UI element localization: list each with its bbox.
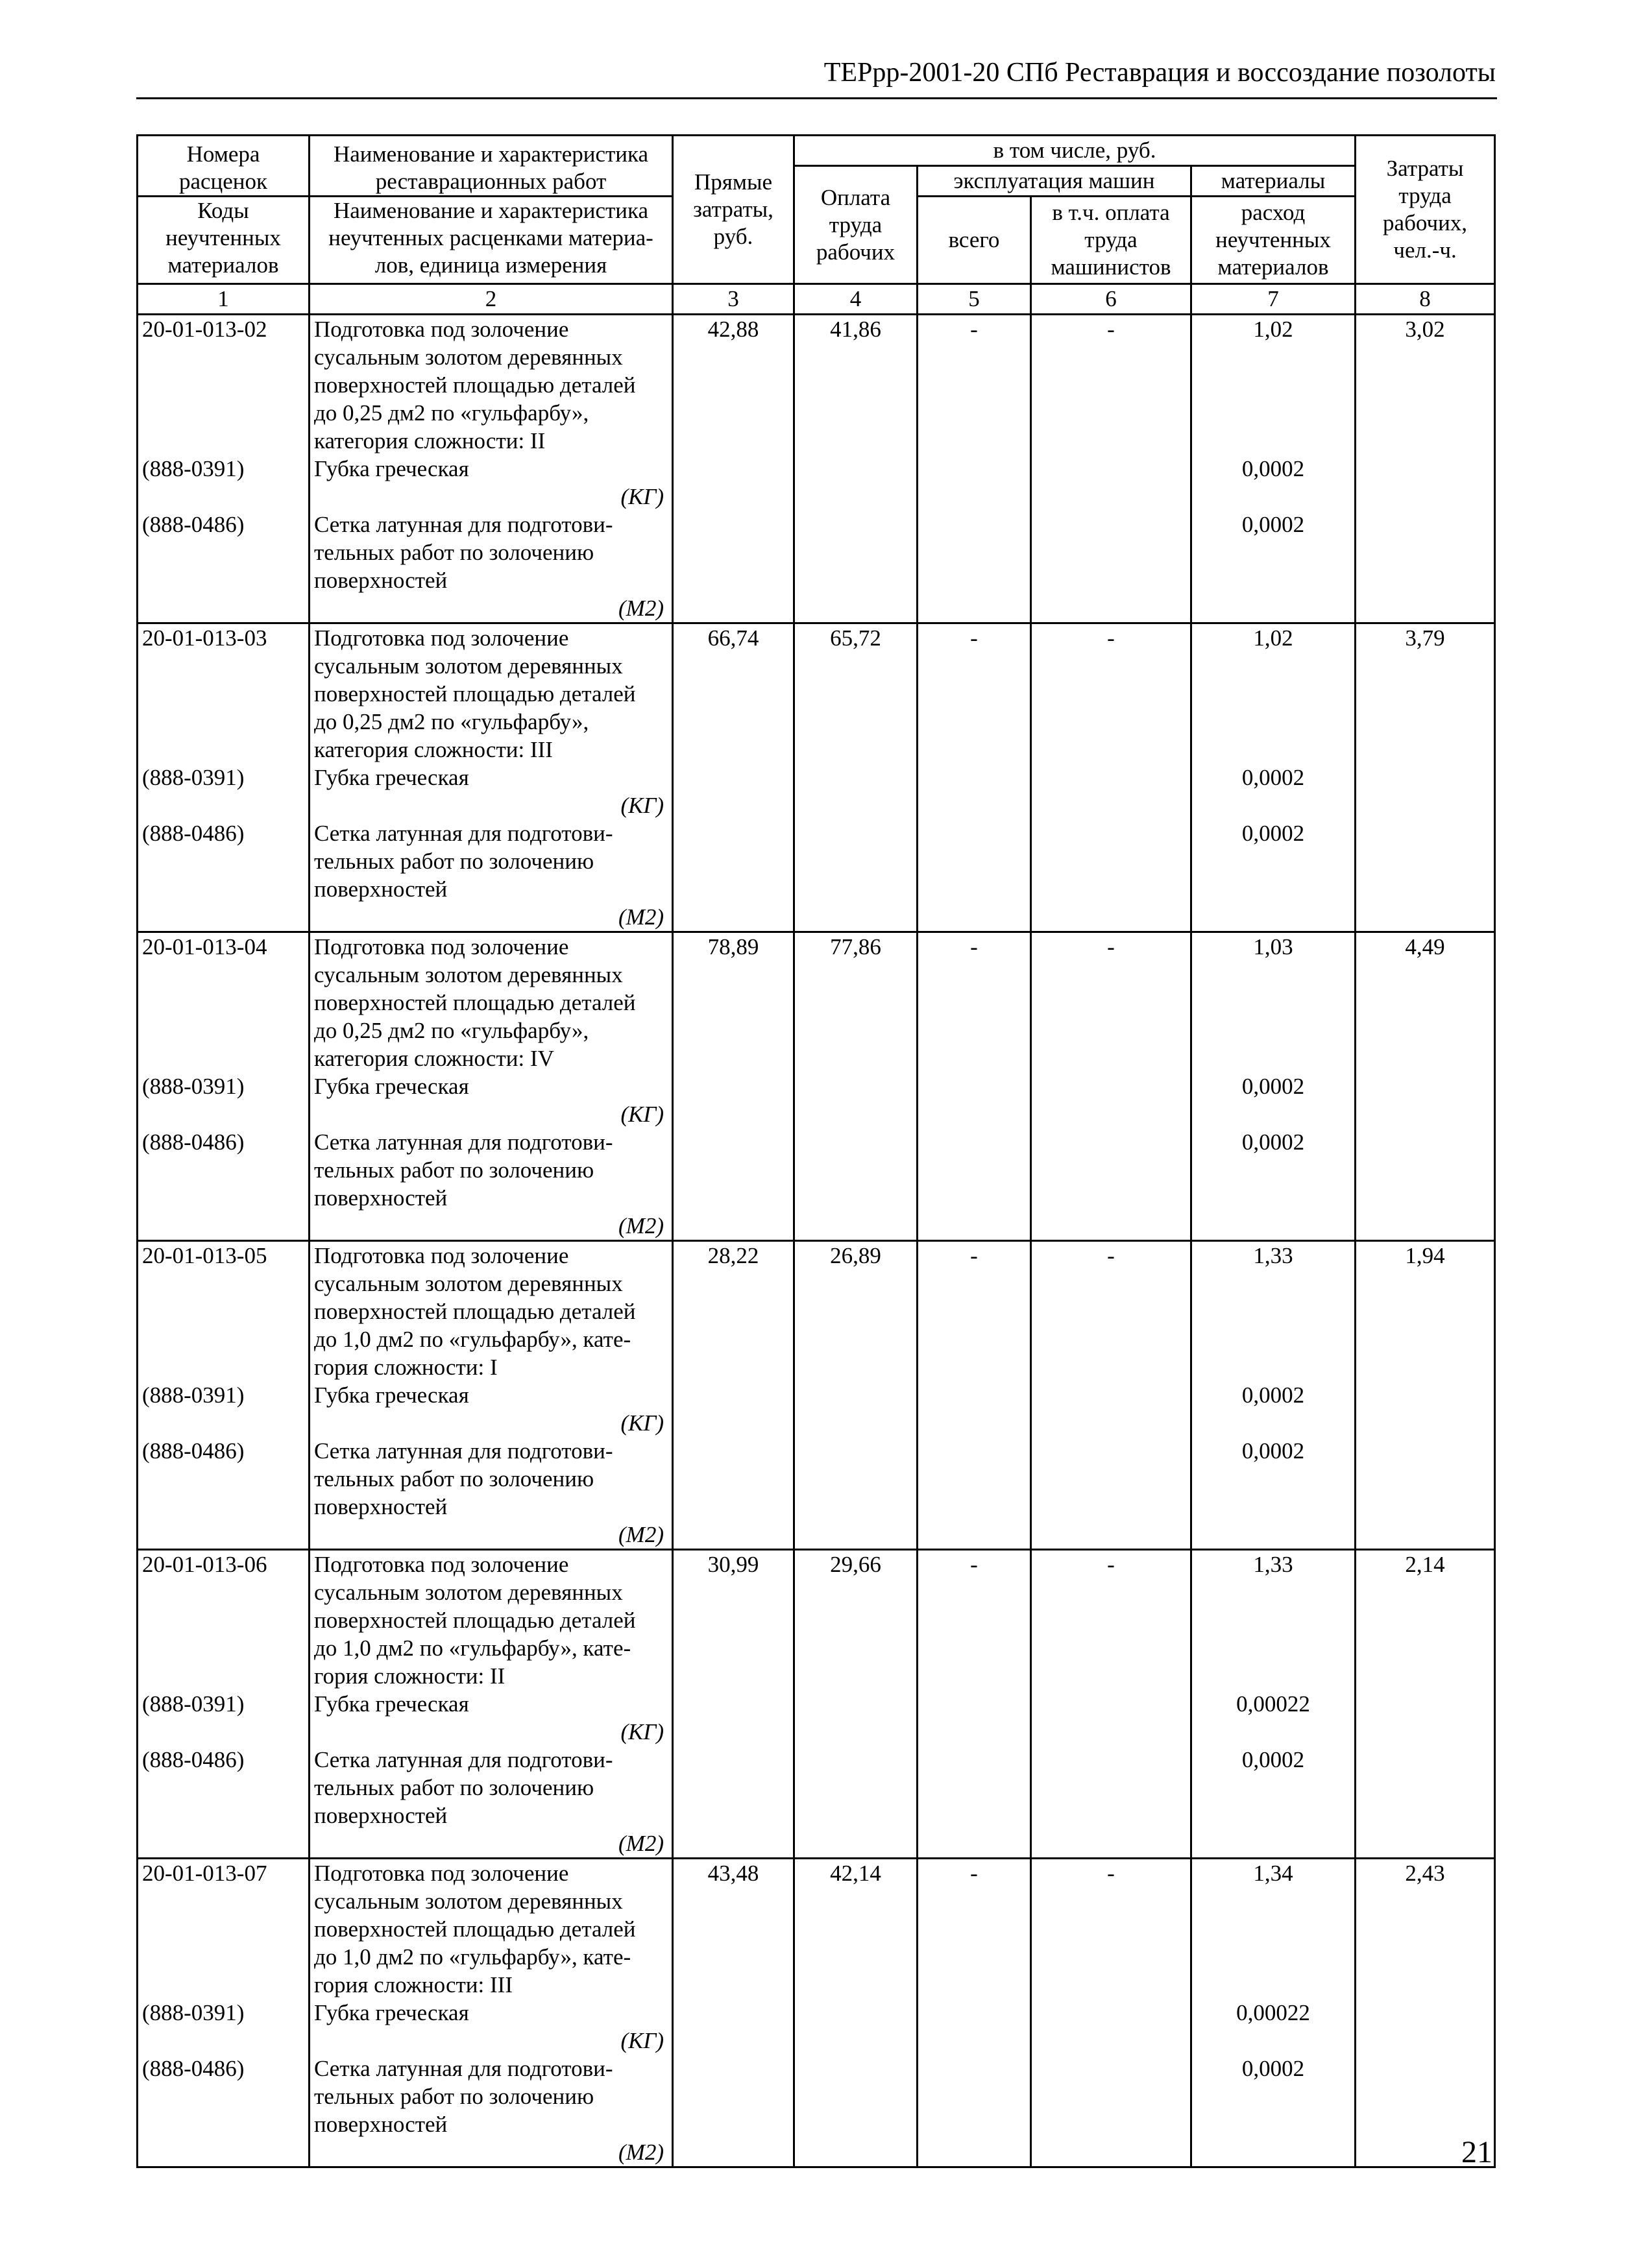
head-machine-group: эксплуатация машин (918, 166, 1191, 197)
material-code: (888-0486) (142, 512, 245, 537)
spacer (1196, 1943, 1350, 1971)
spacer (1196, 708, 1350, 736)
material-name: Губка греческая (314, 1382, 469, 1408)
material-qty: 0,0002 (1241, 1382, 1305, 1408)
head-text: неучтенных (1215, 227, 1331, 252)
spacer (1196, 1971, 1350, 1999)
spacer (142, 371, 304, 399)
material-code: (888-0391) (142, 765, 245, 790)
material-code: (888-0486) (142, 821, 245, 846)
spacer (1196, 680, 1350, 708)
table-row (138, 1550, 1495, 1859)
material-name: Губка греческая (314, 2000, 469, 2025)
material-code: (888-0391) (142, 456, 245, 481)
work-name-line: до 0,25 дм2 по «гульфарбу», (314, 1018, 589, 1043)
head-text: Оплата (820, 184, 891, 210)
header-rule (136, 97, 1497, 99)
machine-total: - (918, 1859, 1031, 2167)
material-name-line: Сетка латунная для подготови- (314, 2056, 613, 2081)
head-text: Прямые (694, 169, 773, 195)
work-name-line: поверхностей площадью деталей (314, 990, 636, 1015)
table-row (138, 932, 1495, 1241)
spacer-last-name-line (142, 427, 304, 455)
head-text: затраты, (693, 197, 773, 222)
labor-cost: 3,79 (1356, 623, 1495, 932)
rate-code-cell (138, 1241, 310, 1550)
machine-labor: - (1031, 1859, 1191, 2167)
material-name-line: поверхностей (314, 1494, 448, 1519)
work-name-cell (310, 1550, 673, 1859)
material-name-line: Сетка латунная для подготови- (314, 1438, 613, 1464)
spacer (142, 1578, 304, 1606)
material-qty: 0,0002 (1241, 1747, 1305, 1772)
spacer (142, 791, 304, 819)
column-number: 1 (138, 284, 310, 315)
spacer (1196, 2027, 1350, 2055)
direct-costs: 42,88 (673, 315, 794, 623)
spacer (1196, 427, 1350, 455)
work-name-line: поверхностей площадью деталей (314, 1608, 636, 1633)
spacer (1196, 1017, 1350, 1044)
spacer-last-name-line (142, 1971, 304, 1999)
machine-total: - (918, 1241, 1031, 1550)
spacer (1196, 1718, 1350, 1746)
spacer (1196, 736, 1350, 764)
material-code: (888-0391) (142, 1382, 245, 1408)
head-text: Номера (186, 141, 260, 167)
labor-pay: 29,66 (794, 1550, 918, 1859)
material-name-line: тельных работ по золочению (314, 1466, 594, 1491)
spacer-last-name-line (142, 1044, 304, 1072)
table-head (138, 136, 1495, 315)
material-name-line: тельных работ по золочению (314, 849, 594, 874)
material-name-line: Сетка латунная для подготови- (314, 1129, 613, 1155)
table-row (138, 623, 1495, 932)
work-name-line: поверхностей площадью деталей (314, 1299, 636, 1324)
work-name-line: гория сложности: III (314, 1972, 513, 1997)
material-name-line: поверхностей (314, 568, 448, 593)
work-name-line: сусальным золотом деревянных (314, 344, 623, 370)
spacer (142, 652, 304, 680)
material-qty: 0,0002 (1241, 1074, 1305, 1099)
rate-code-cell (138, 315, 310, 623)
material-unit: (М2) (618, 904, 664, 930)
spacer (142, 1718, 304, 1746)
head-text: Наименование и характеристика (333, 197, 649, 223)
material-name-line: тельных работ по золочению (314, 1775, 594, 1800)
column-number: 7 (1191, 284, 1356, 315)
machine-total: - (918, 623, 1031, 932)
materials-cell (1191, 1241, 1356, 1550)
material-name-line: тельных работ по золочению (314, 1157, 594, 1183)
head-direct-costs (673, 136, 794, 284)
materials-cost: 1,03 (1253, 934, 1293, 959)
machine-labor: - (1031, 1241, 1191, 1550)
table-row (138, 1241, 1495, 1550)
spacer (1196, 1044, 1350, 1072)
spacer (142, 1409, 304, 1437)
work-name-line: поверхностей площадью деталей (314, 681, 636, 706)
spacer (1196, 1915, 1350, 1943)
material-qty: 0,0002 (1241, 821, 1305, 846)
head-text: Наименование и характеристика (333, 141, 649, 167)
material-unit: (М2) (618, 2140, 664, 2165)
head-text: материалов (167, 252, 279, 278)
work-name-line: Подготовка под золочение (314, 1552, 569, 1577)
work-name-line: сусальным золотом деревянных (314, 1888, 623, 1914)
spacer (142, 2027, 304, 2055)
spacer (1196, 1100, 1350, 1128)
head-col1-top (142, 141, 304, 197)
material-name: Губка греческая (314, 765, 469, 790)
work-name-line: до 1,0 дм2 по «гульфарбу», кате- (314, 1327, 631, 1352)
spacer (1196, 1353, 1350, 1381)
rate-code: 20-01-013-07 (142, 1861, 267, 1886)
head-text: неучтенных расценками материа- (328, 224, 653, 250)
head-text: в т.ч. оплата (1052, 200, 1170, 225)
material-qty: 0,00022 (1236, 2000, 1310, 2025)
materials-cell (1191, 1859, 1356, 2167)
labor-cost: 4,49 (1356, 932, 1495, 1241)
material-code: (888-0486) (142, 1438, 245, 1464)
spacer (142, 1606, 304, 1634)
materials-cell (1191, 932, 1356, 1241)
material-name-line: поверхностей (314, 1185, 448, 1211)
spacer (1196, 483, 1350, 511)
spacer-last-name-line (142, 1662, 304, 1690)
spacer (142, 680, 304, 708)
work-name-line: поверхностей площадью деталей (314, 372, 636, 398)
head-text: неучтенных (165, 224, 281, 250)
labor-cost: 2,43 (1356, 1859, 1495, 2167)
spacer-last-name-line (142, 736, 304, 764)
column-number: 2 (310, 284, 673, 315)
material-name-line: тельных работ по золочению (314, 540, 594, 565)
spacer (1196, 371, 1350, 399)
spacer (142, 1270, 304, 1297)
material-unit: (КГ) (620, 1410, 664, 1436)
spacer (142, 483, 304, 511)
work-name-line: сусальным золотом деревянных (314, 962, 623, 987)
machine-total: - (918, 315, 1031, 623)
material-qty: 0,0002 (1241, 1129, 1305, 1155)
labor-pay: 77,86 (794, 932, 918, 1241)
material-qty: 0,0002 (1241, 1438, 1305, 1464)
rate-code: 20-01-013-05 (142, 1243, 267, 1268)
spacer (1196, 1409, 1350, 1437)
work-name-line: Подготовка под золочение (314, 1861, 569, 1886)
work-name-line: поверхностей площадью деталей (314, 1916, 636, 1942)
materials-cost: 1,02 (1253, 317, 1293, 342)
spacer (142, 961, 304, 989)
labor-pay: 41,86 (794, 315, 918, 623)
head-labor-cost (1356, 136, 1495, 284)
head-text: расход (1241, 200, 1306, 225)
head-text: чел.-ч. (1393, 237, 1457, 263)
work-name-line: сусальным золотом деревянных (314, 1580, 623, 1605)
spacer (142, 1887, 304, 1915)
rate-code: 20-01-013-03 (142, 625, 267, 651)
head-text: расценок (138, 168, 308, 197)
head-text: лов, единица измерения (374, 252, 607, 278)
work-name-cell (310, 623, 673, 932)
materials-cell (1191, 1550, 1356, 1859)
head-text: Затраты (1386, 156, 1464, 181)
head-text: труда (829, 211, 883, 237)
spacer (142, 1915, 304, 1943)
table-row (138, 1859, 1495, 2167)
material-name-line: поверхностей (314, 2112, 448, 2137)
work-name-line: Подготовка под золочение (314, 934, 569, 959)
head-machine-total: всего (918, 197, 1031, 284)
rates-table (136, 134, 1496, 2168)
work-name-line: до 1,0 дм2 по «гульфарбу», кате- (314, 1635, 631, 1661)
work-name-line: до 0,25 дм2 по «гульфарбу», (314, 709, 589, 734)
spacer (142, 989, 304, 1017)
column-number: 3 (673, 284, 794, 315)
spacer (1196, 399, 1350, 427)
spacer (142, 1017, 304, 1044)
head-materials-group: материалы (1191, 166, 1356, 197)
rate-code-cell (138, 1550, 310, 1859)
work-name-cell (310, 1859, 673, 2167)
material-unit: (М2) (618, 1522, 664, 1547)
rate-code: 20-01-013-02 (142, 317, 267, 342)
material-name-line: поверхностей (314, 876, 448, 902)
spacer (1196, 1634, 1350, 1662)
work-name-line: гория сложности: I (314, 1355, 498, 1380)
head-col1-bottom (142, 197, 304, 279)
spacer (1196, 791, 1350, 819)
materials-cell (1191, 623, 1356, 932)
spacer (1196, 1325, 1350, 1353)
rate-code: 20-01-013-06 (142, 1552, 267, 1577)
material-name: Губка греческая (314, 456, 469, 481)
direct-costs: 78,89 (673, 932, 794, 1241)
labor-cost: 1,94 (1356, 1241, 1495, 1550)
material-name-line: Сетка латунная для подготови- (314, 821, 613, 846)
material-unit: (КГ) (620, 793, 664, 818)
work-name-line: категория сложности: IV (314, 1046, 554, 1071)
material-unit: (КГ) (620, 484, 664, 509)
head-work-name (310, 136, 673, 284)
head-text: труда (1398, 183, 1452, 208)
rate-code-cell (138, 1859, 310, 2167)
machine-total: - (918, 1550, 1031, 1859)
machine-labor: - (1031, 623, 1191, 932)
labor-cost: 2,14 (1356, 1550, 1495, 1859)
material-unit: (М2) (618, 1831, 664, 1856)
labor-cost: 3,02 (1356, 315, 1495, 623)
head-text: машинистов (1051, 254, 1171, 280)
material-code: (888-0486) (142, 1129, 245, 1155)
head-materials (1191, 197, 1356, 284)
materials-cost: 1,33 (1253, 1552, 1293, 1577)
spacer-last-name-line (142, 1353, 304, 1381)
head-text: реставрационных работ (310, 168, 672, 197)
labor-pay: 65,72 (794, 623, 918, 932)
machine-total: - (918, 932, 1031, 1241)
work-name-cell (310, 1241, 673, 1550)
work-name-line: сусальным золотом деревянных (314, 653, 623, 679)
head-text: труда (1084, 227, 1138, 252)
head-text: руб. (713, 224, 753, 249)
direct-costs: 43,48 (673, 1859, 794, 2167)
direct-costs: 30,99 (673, 1550, 794, 1859)
spacer (142, 399, 304, 427)
work-name-cell (310, 932, 673, 1241)
head-machine-labor (1031, 197, 1191, 284)
spacer (1196, 1578, 1350, 1606)
machine-labor: - (1031, 1550, 1191, 1859)
machine-labor: - (1031, 315, 1191, 623)
material-code: (888-0486) (142, 2056, 245, 2081)
page-number: 21 (1461, 2135, 1492, 2169)
material-name-line: Сетка латунная для подготови- (314, 512, 613, 537)
material-code: (888-0391) (142, 2000, 245, 2025)
materials-cost: 1,33 (1253, 1243, 1293, 1268)
work-name-cell (310, 315, 673, 623)
material-code: (888-0391) (142, 1691, 245, 1717)
column-number: 5 (918, 284, 1031, 315)
spacer (142, 1325, 304, 1353)
spacer (142, 1297, 304, 1325)
head-labor-pay (794, 166, 918, 284)
material-unit: (КГ) (620, 2028, 664, 2053)
spacer (1196, 1887, 1350, 1915)
spacer (142, 343, 304, 371)
head-text: рабочих, (1383, 210, 1468, 235)
material-name-line: тельных работ по золочению (314, 2084, 594, 2109)
head-text: Коды (197, 197, 249, 223)
material-qty: 0,0002 (1241, 2056, 1305, 2081)
spacer (1196, 961, 1350, 989)
material-name-line: Сетка латунная для подготови- (314, 1747, 613, 1772)
spacer (1196, 1297, 1350, 1325)
column-number: 6 (1031, 284, 1191, 315)
spacer (142, 1100, 304, 1128)
material-qty: 0,0002 (1241, 456, 1305, 481)
work-name-line: категория сложности: II (314, 428, 546, 453)
direct-costs: 28,22 (673, 1241, 794, 1550)
material-unit: (КГ) (620, 1719, 664, 1744)
spacer (142, 1943, 304, 1971)
work-name-line: категория сложности: III (314, 737, 553, 762)
material-unit: (КГ) (620, 1102, 664, 1127)
work-name-line: сусальным золотом деревянных (314, 1271, 623, 1296)
labor-pay: 42,14 (794, 1859, 918, 2167)
spacer (1196, 1270, 1350, 1297)
head-rate-number (138, 136, 310, 284)
work-name-line: до 1,0 дм2 по «гульфарбу», кате- (314, 1944, 631, 1970)
work-name-line: Подготовка под золочение (314, 317, 569, 342)
material-code: (888-0486) (142, 1747, 245, 1772)
machine-labor: - (1031, 932, 1191, 1241)
rate-code-cell (138, 623, 310, 932)
page-header-title: ТЕРрр-2001-20 СПб Реставрация и воссоздание позолоты (823, 58, 1496, 88)
table-row (138, 315, 1495, 623)
direct-costs: 66,74 (673, 623, 794, 932)
material-qty: 0,0002 (1241, 512, 1305, 537)
column-number: 8 (1356, 284, 1495, 315)
labor-pay: 26,89 (794, 1241, 918, 1550)
material-name-line: поверхностей (314, 1803, 448, 1828)
work-name-line: Подготовка под золочение (314, 1243, 569, 1268)
material-qty: 0,00022 (1236, 1691, 1310, 1717)
material-name: Губка греческая (314, 1691, 469, 1717)
rate-code-cell (138, 932, 310, 1241)
spacer (142, 1634, 304, 1662)
column-numbers-row (138, 284, 1495, 315)
spacer (1196, 989, 1350, 1017)
material-unit: (М2) (618, 596, 664, 621)
materials-cost: 1,02 (1253, 625, 1293, 651)
material-qty: 0,0002 (1241, 765, 1305, 790)
head-including: в том числе, руб. (794, 136, 1356, 166)
work-name-line: до 0,25 дм2 по «гульфарбу», (314, 400, 589, 426)
material-unit: (М2) (618, 1213, 664, 1238)
spacer (142, 708, 304, 736)
spacer (1196, 1662, 1350, 1690)
head-text: материалов (1217, 254, 1329, 280)
head-text: рабочих (816, 239, 895, 265)
material-name: Губка греческая (314, 1074, 469, 1099)
work-name-line: Подготовка под золочение (314, 625, 569, 651)
material-code: (888-0391) (142, 1074, 245, 1099)
materials-cell (1191, 315, 1356, 623)
work-name-line: гория сложности: II (314, 1663, 505, 1689)
spacer (1196, 1606, 1350, 1634)
column-number: 4 (794, 284, 918, 315)
table-body (138, 315, 1495, 2167)
spacer (1196, 343, 1350, 371)
spacer (1196, 652, 1350, 680)
rate-code: 20-01-013-04 (142, 934, 267, 959)
materials-cost: 1,34 (1253, 1861, 1293, 1886)
